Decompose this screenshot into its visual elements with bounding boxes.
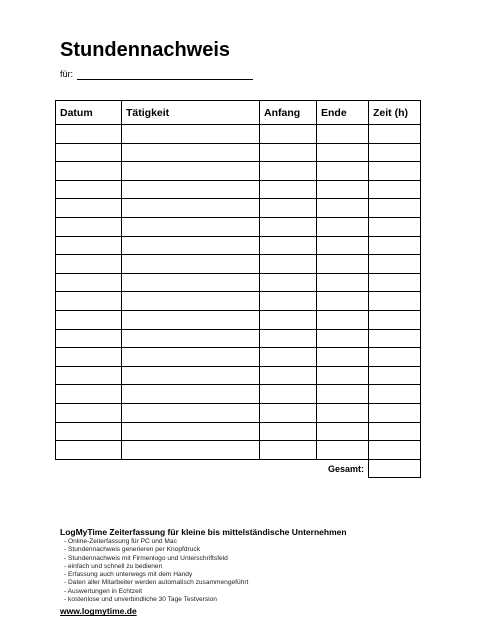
- cell-taetigkeit[interactable]: [122, 329, 260, 348]
- cell-ende[interactable]: [317, 310, 369, 329]
- cell-taetigkeit[interactable]: [122, 180, 260, 199]
- promo-feature-item: - kostenlose und unverbindliche 30 Tage Testversion: [64, 596, 217, 604]
- cell-ende[interactable]: [317, 125, 369, 144]
- promo-feature-item: - Online-Zeiterfassung für PC und Mac: [64, 538, 177, 545]
- table-row: [56, 143, 421, 162]
- cell-anfang[interactable]: [260, 217, 317, 236]
- cell-ende[interactable]: [317, 366, 369, 385]
- cell-datum[interactable]: [56, 366, 122, 385]
- table-row: [56, 162, 421, 181]
- table-row: [56, 310, 421, 329]
- cell-anfang[interactable]: [260, 385, 317, 404]
- table-row: [56, 125, 421, 144]
- cell-anfang[interactable]: [260, 199, 317, 218]
- promo-feature-item: - Daten aller Mitarbeiter werden automatisch zusammengeführt: [64, 579, 249, 587]
- cell-zeit[interactable]: [369, 180, 421, 199]
- cell-datum[interactable]: [56, 329, 122, 348]
- header-ende: Ende: [317, 101, 369, 125]
- cell-zeit[interactable]: [369, 348, 421, 367]
- cell-anfang[interactable]: [260, 255, 317, 274]
- cell-anfang[interactable]: [260, 422, 317, 441]
- cell-zeit[interactable]: [369, 162, 421, 181]
- cell-anfang[interactable]: [260, 143, 317, 162]
- cell-taetigkeit[interactable]: [122, 385, 260, 404]
- cell-zeit[interactable]: [369, 199, 421, 218]
- cell-ende[interactable]: [317, 329, 369, 348]
- header-anfang: Anfang: [260, 101, 317, 125]
- cell-anfang[interactable]: [260, 292, 317, 311]
- cell-zeit[interactable]: [369, 329, 421, 348]
- cell-datum[interactable]: [56, 125, 122, 144]
- cell-datum[interactable]: [56, 217, 122, 236]
- promo-feature-item: - Stundennachweis generieren per Knopfdruck: [64, 546, 200, 554]
- table-row: [56, 385, 421, 404]
- gesamt-value-cell: [369, 459, 421, 478]
- cell-ende[interactable]: [317, 199, 369, 218]
- cell-datum[interactable]: [56, 422, 122, 441]
- table-row: [56, 403, 421, 422]
- table-row: [56, 273, 421, 292]
- cell-datum[interactable]: [56, 180, 122, 199]
- cell-zeit[interactable]: [369, 403, 421, 422]
- cell-zeit[interactable]: [369, 310, 421, 329]
- cell-ende[interactable]: [317, 217, 369, 236]
- cell-zeit[interactable]: [369, 292, 421, 311]
- cell-ende[interactable]: [317, 180, 369, 199]
- total-spacer: [56, 459, 122, 478]
- cell-taetigkeit[interactable]: [122, 199, 260, 218]
- cell-taetigkeit[interactable]: [122, 217, 260, 236]
- timesheet-table: [55, 100, 421, 478]
- table-body: [56, 125, 421, 478]
- cell-ende[interactable]: [317, 403, 369, 422]
- cell-zeit[interactable]: [369, 441, 421, 460]
- table-row: [56, 199, 421, 218]
- header-datum: Datum: [56, 101, 122, 125]
- cell-taetigkeit[interactable]: [122, 292, 260, 311]
- cell-zeit[interactable]: [369, 422, 421, 441]
- cell-zeit[interactable]: [369, 143, 421, 162]
- cell-datum[interactable]: [56, 199, 122, 218]
- cell-ende[interactable]: [317, 143, 369, 162]
- table-row: [56, 255, 421, 274]
- cell-anfang[interactable]: [260, 441, 317, 460]
- cell-zeit[interactable]: [369, 366, 421, 385]
- cell-zeit[interactable]: [369, 217, 421, 236]
- cell-datum[interactable]: [56, 255, 122, 274]
- table-row: [56, 180, 421, 199]
- cell-anfang[interactable]: [260, 125, 317, 144]
- promo-feature-item: - Erfassung auch unterwegs mit dem Handy: [64, 571, 193, 579]
- table-row: [56, 441, 421, 460]
- fuer-label: für:: [60, 69, 74, 79]
- cell-anfang[interactable]: [260, 329, 317, 348]
- cell-taetigkeit[interactable]: [122, 162, 260, 181]
- gesamt-label: Gesamt:: [327, 463, 364, 474]
- page-title: Stundennachweis: [60, 39, 231, 61]
- cell-taetigkeit[interactable]: [122, 125, 260, 144]
- cell-datum[interactable]: [56, 403, 122, 422]
- cell-anfang[interactable]: [260, 180, 317, 199]
- header-zeit: Zeit (h): [369, 101, 421, 125]
- promo-feature-item: - Auswertungen in Echtzeit: [64, 587, 143, 595]
- total-row: [56, 459, 421, 478]
- table-row: [56, 348, 421, 367]
- promo-heading: LogMyTime Zeiterfassung für kleine bis mittelständische Unternehmen: [60, 527, 347, 537]
- cell-datum[interactable]: [56, 310, 122, 329]
- cell-anfang[interactable]: [260, 273, 317, 292]
- cell-datum[interactable]: [56, 162, 122, 181]
- table-row: [56, 366, 421, 385]
- total-spacer: [260, 459, 317, 478]
- promo-feature-list: [64, 538, 347, 604]
- cell-ende[interactable]: [317, 385, 369, 404]
- header-taetigkeit: Tätigkeit: [122, 101, 260, 125]
- cell-taetigkeit[interactable]: [122, 366, 260, 385]
- logmytime-link[interactable]: www.logmytime.de: [60, 606, 137, 617]
- cell-ende[interactable]: [317, 273, 369, 292]
- table-row: [56, 329, 421, 348]
- cell-anfang[interactable]: [260, 403, 317, 422]
- cell-anfang[interactable]: [260, 162, 317, 181]
- table-row: [56, 236, 421, 255]
- fuer-signature-line: [77, 79, 253, 80]
- cell-zeit[interactable]: [369, 125, 421, 144]
- promo-feature-item: - einfach und schnell zu bedienen: [64, 562, 163, 570]
- cell-taetigkeit[interactable]: [122, 348, 260, 367]
- cell-ende[interactable]: [317, 441, 369, 460]
- cell-ende[interactable]: [317, 255, 369, 274]
- cell-datum[interactable]: [56, 273, 122, 292]
- cell-taetigkeit[interactable]: [122, 310, 260, 329]
- cell-zeit[interactable]: [369, 273, 421, 292]
- cell-taetigkeit[interactable]: [122, 255, 260, 274]
- cell-taetigkeit[interactable]: [122, 236, 260, 255]
- cell-datum[interactable]: [56, 385, 122, 404]
- cell-ende[interactable]: [317, 162, 369, 181]
- cell-taetigkeit[interactable]: [122, 441, 260, 460]
- cell-ende[interactable]: [317, 292, 369, 311]
- table-row: [56, 292, 421, 311]
- cell-ende[interactable]: [317, 348, 369, 367]
- cell-taetigkeit[interactable]: [122, 143, 260, 162]
- table-header-row: [56, 101, 421, 125]
- cell-zeit[interactable]: [369, 385, 421, 404]
- cell-anfang[interactable]: [260, 366, 317, 385]
- promo-feature-item: - Stundennachweis mit Firmenlogo und Unterschriftsfeld: [64, 554, 228, 562]
- cell-datum[interactable]: [56, 292, 122, 311]
- cell-zeit[interactable]: [369, 236, 421, 255]
- cell-ende[interactable]: [317, 422, 369, 441]
- cell-datum[interactable]: [56, 143, 122, 162]
- promo-section: [60, 527, 347, 616]
- cell-anfang[interactable]: [260, 348, 317, 367]
- cell-taetigkeit[interactable]: [122, 273, 260, 292]
- cell-taetigkeit[interactable]: [122, 403, 260, 422]
- cell-zeit[interactable]: [369, 255, 421, 274]
- cell-datum[interactable]: [56, 348, 122, 367]
- table-row: [56, 217, 421, 236]
- total-spacer: [122, 459, 260, 478]
- table-row: [56, 422, 421, 441]
- cell-anfang[interactable]: [260, 236, 317, 255]
- cell-datum[interactable]: [56, 441, 122, 460]
- cell-taetigkeit[interactable]: [122, 422, 260, 441]
- cell-anfang[interactable]: [260, 310, 317, 329]
- cell-datum[interactable]: [56, 236, 122, 255]
- cell-ende[interactable]: [317, 236, 369, 255]
